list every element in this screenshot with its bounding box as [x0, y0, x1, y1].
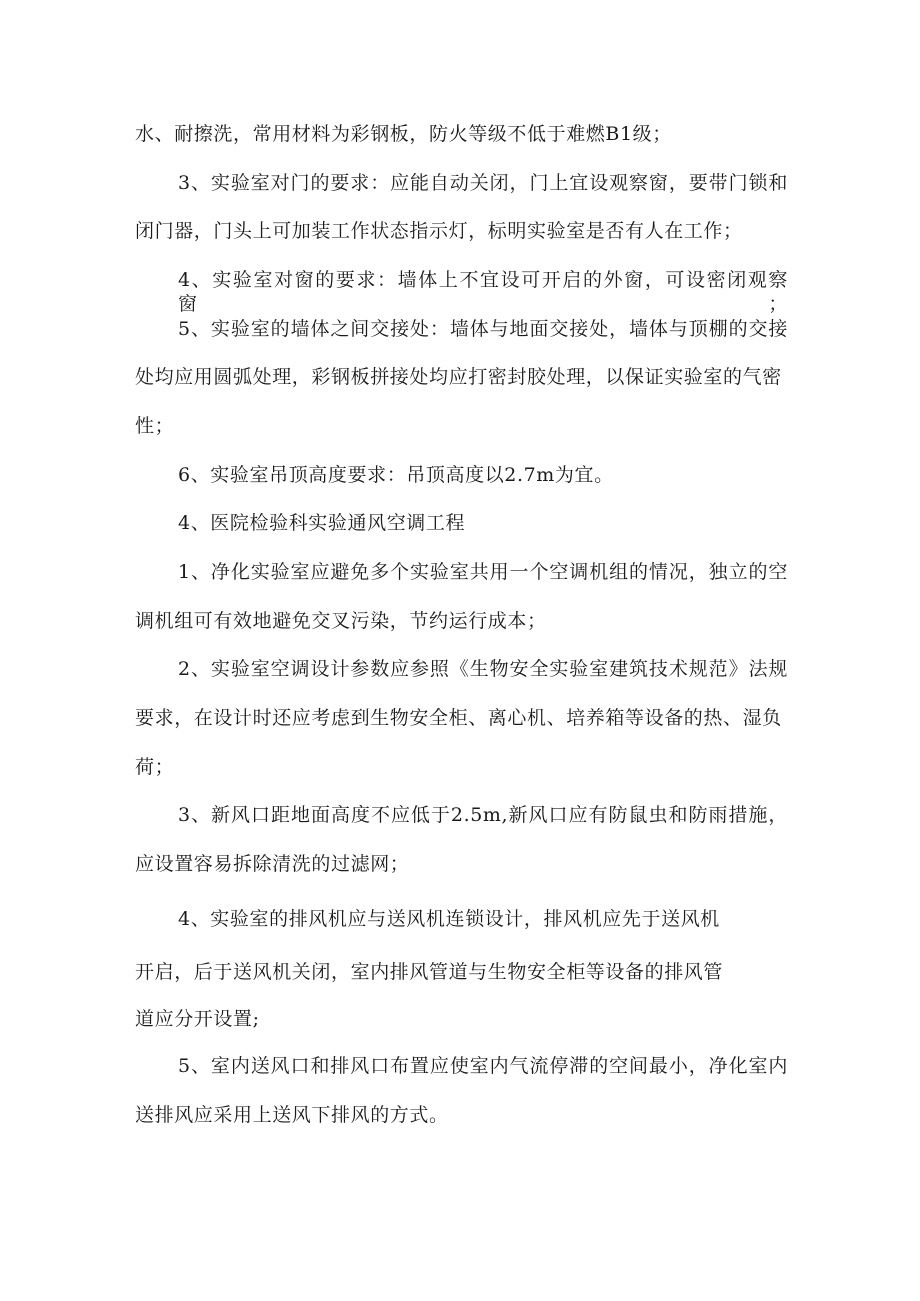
text-line-18: 开启，后于送风机关闭，室内排风管道与生物安全柜等设备的排风管	[135, 961, 724, 983]
text-line-13: 要求，在设计时还应考虑到生物安全柜、离心机、培养箱等设备的热、湿负	[135, 707, 782, 729]
text-line-21: 送排风应采用上送风下排风的方式。	[135, 1104, 449, 1126]
text-line-12: 2、实验室空调设计参数应参照《生物安全实验室建筑技术规范》法规	[178, 658, 788, 680]
text-line-1: 水、耐擦洗，常用材料为彩钢板，防火等级不低于难燃B1级；	[135, 123, 672, 145]
section-heading: 4、医院检验科实验通风空调工程	[178, 512, 466, 534]
text-line-14: 荷；	[135, 756, 175, 778]
text-line-5: 5、实验室的墙体之间交接处：墙体与地面交接处，墙体与顶棚的交接	[178, 318, 788, 340]
text-line-15: 3、新风口距地面高度不应低于2.5m,新风口应有防鼠虫和防雨措施，	[178, 804, 788, 826]
text-line-16: 应设置容易拆除清洗的过滤网；	[135, 853, 410, 875]
text-line-4: 4、实验室对窗的要求：墙体上不宜设可开启的外窗，可设密闭观察窗；	[178, 269, 788, 315]
text-line-19: 道应分开设置;	[135, 1008, 260, 1030]
text-line-2: 3、实验室对门的要求：应能自动关闭，门上宜设观察窗，要带门锁和	[178, 172, 788, 194]
text-line-6: 处均应用圆弧处理，彩钢板拼接处均应打密封胶处理，以保证实验室的气密	[135, 366, 782, 388]
text-line-10: 1、净化实验室应避免多个实验室共用一个空调机组的情况，独立的空	[178, 561, 788, 583]
text-line-17: 4、实验室的排风机应与送风机连锁设计，排风机应先于送风机	[178, 908, 720, 930]
text-line-20: 5、室内送风口和排风口布置应使室内气流停滞的空间最小，净化室内	[178, 1055, 788, 1077]
text-line-7: 性；	[135, 415, 175, 437]
text-line-11: 调机组可有效地避免交叉污染，节约运行成本；	[135, 610, 547, 632]
text-line-3: 闭门器，门头上可加装工作状态指示灯，标明实验室是否有人在工作；	[135, 220, 743, 242]
text-line-8: 6、实验室吊顶高度要求：吊顶高度以2.7m为宜。	[178, 464, 614, 486]
